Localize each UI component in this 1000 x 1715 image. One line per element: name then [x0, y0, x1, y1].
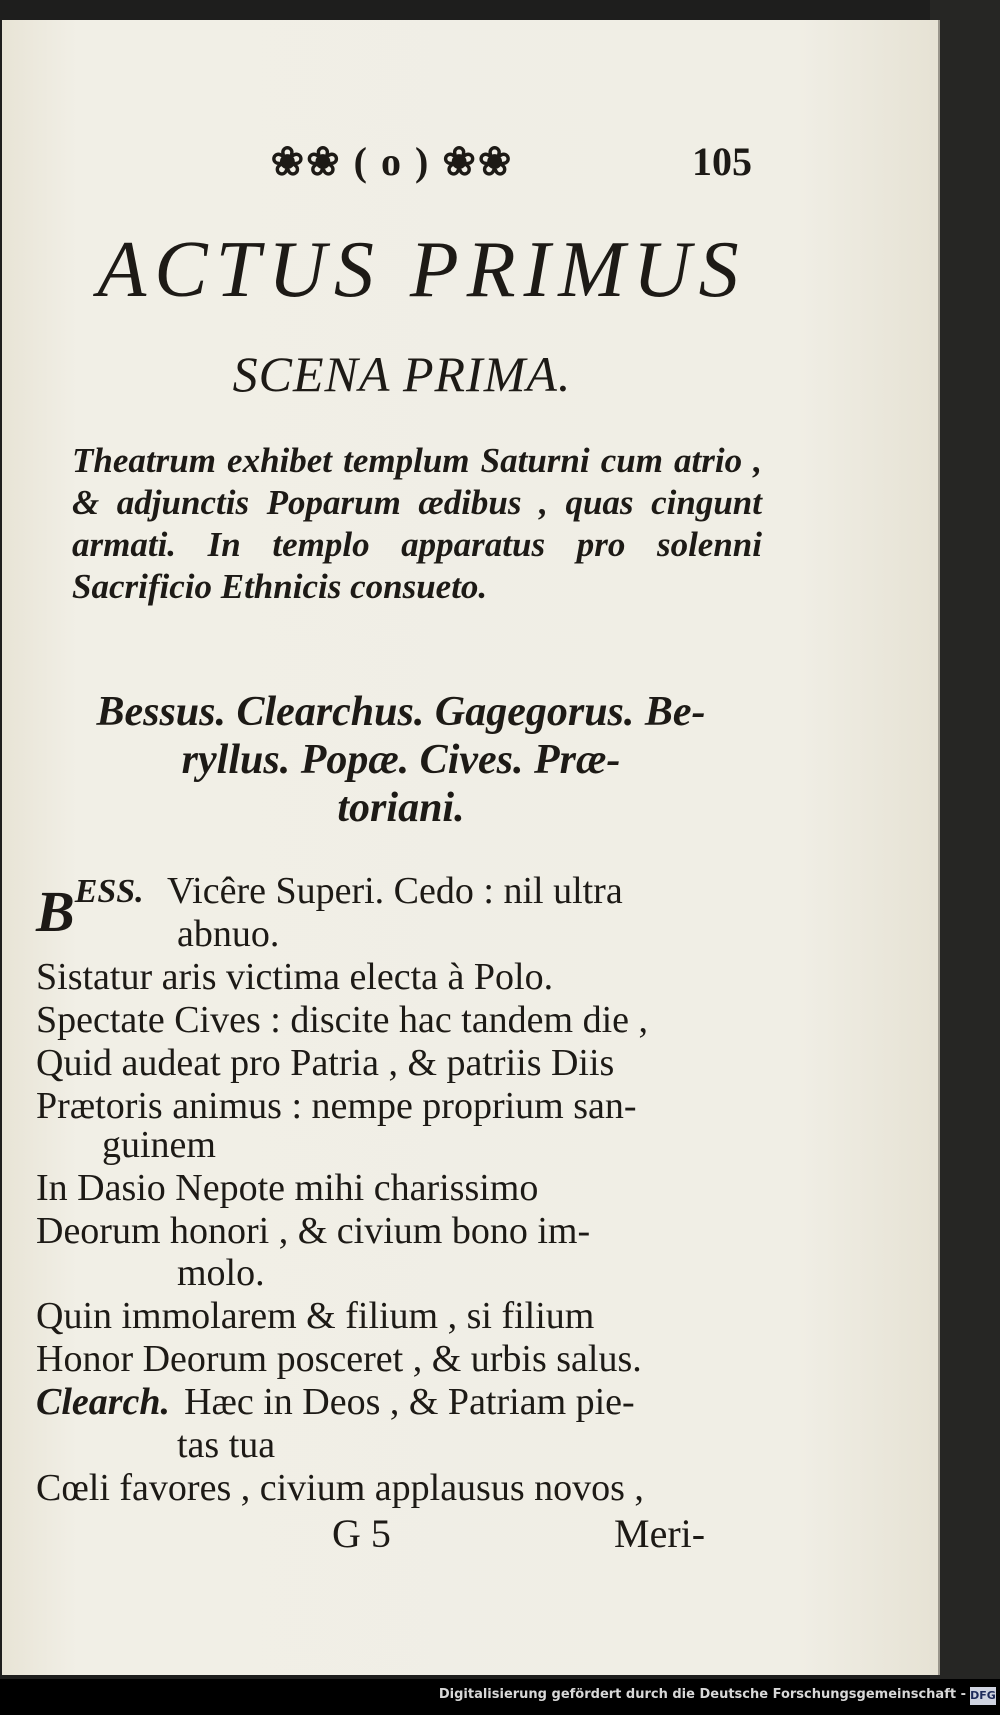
- footer-credit: Digitalisierung gefördert durch die Deutsche Forschungsgemeinschaft -: [438, 1687, 966, 1702]
- verse-line: Quid audeat pro Patria , & patriis Diis: [36, 1042, 615, 1084]
- verse-line-with-speaker: [36, 1381, 776, 1423]
- drop-cap-rest: ESS.: [74, 873, 144, 910]
- digitization-footer: [0, 1679, 1000, 1715]
- verse-line: Deorum honori , & civium bono im-: [36, 1210, 591, 1252]
- page-number: 105: [692, 139, 752, 184]
- verse-line-continued: tas tua: [177, 1424, 276, 1466]
- verse-line: Spectate Cives : discite hac tandem die ,: [36, 999, 649, 1041]
- scene-title: SCENA PRIMA.: [232, 346, 572, 402]
- persons-line-3: toriani.: [337, 785, 465, 831]
- verse-line: Cœli favores , civium applausus novos ,: [36, 1467, 644, 1509]
- running-head: ❀❀ ( o ) ❀❀: [270, 139, 514, 184]
- verse-line: Sistatur aris victima electa à Polo.: [36, 956, 554, 998]
- act-title: ACTUS PRIMUS: [97, 226, 747, 314]
- stage-direction: Theatrum exhibet templum Saturni cum atrio , & adjunctis Poparum ædibus , quas cingunt armati. In templo apparatus pro solenni Sacrificio Ethnicis consueto.: [72, 441, 762, 606]
- verse-line: Quin immolarem & filium , si filium: [36, 1295, 595, 1337]
- book-page: [2, 20, 938, 1675]
- drop-cap-letter: B: [36, 879, 75, 944]
- verse-line-continued: guinem: [102, 1124, 216, 1166]
- persons-line-2: ryllus. Popæ. Cives. Præ-: [181, 737, 621, 783]
- verse-line: Honor Deorum posceret , & urbis salus.: [36, 1338, 642, 1380]
- verse-line-continued: abnuo.: [177, 913, 280, 955]
- catchword: Meri-: [614, 1511, 706, 1556]
- drop-cap-speaker: [36, 872, 144, 952]
- verse-line: Vicêre Superi. Cedo : nil ultra: [167, 870, 623, 912]
- speaker-name: Clearch.: [36, 1381, 171, 1423]
- scanner-background: [930, 0, 1000, 1715]
- verse-line: In Dasio Nepote mihi charissimo: [36, 1167, 539, 1209]
- verse-text: Hæc in Deos , & Patriam pie-: [184, 1381, 635, 1423]
- persons-line-1: Bessus. Clearchus. Gagegorus. Be-: [96, 689, 706, 735]
- verse-line-continued: molo.: [177, 1252, 265, 1294]
- dfg-logo: DFG: [970, 1687, 996, 1705]
- signature-mark: G 5: [332, 1511, 391, 1556]
- verse-line: Prætoris animus : nempe proprium san-: [36, 1085, 637, 1127]
- dramatis-personae: [36, 688, 766, 832]
